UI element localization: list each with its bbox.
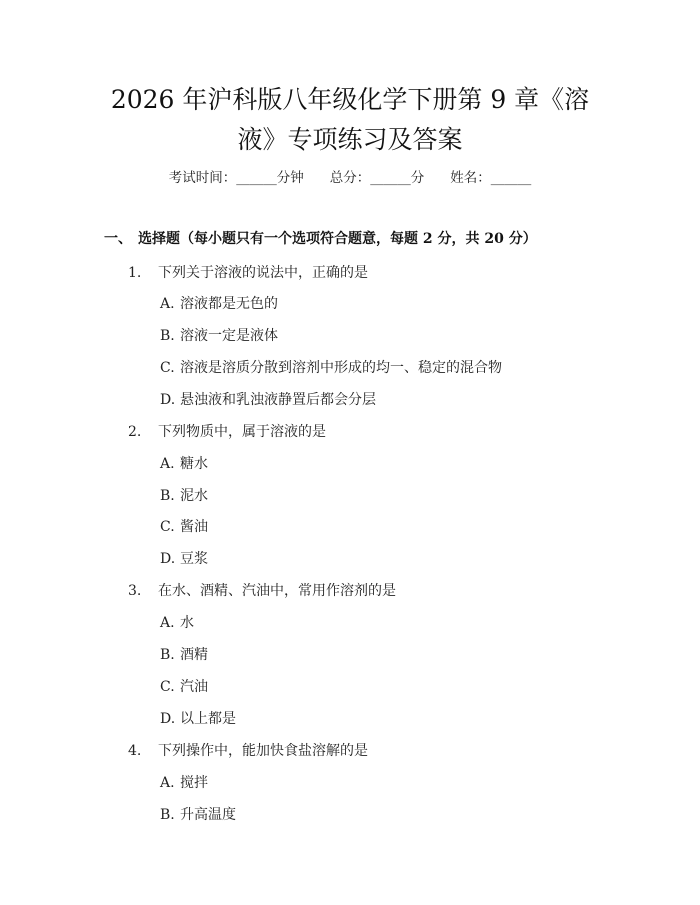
score-blank: ______: [370, 170, 411, 186]
option-1b: [160, 325, 278, 345]
question-4: [128, 740, 368, 760]
option-text: 泥水: [180, 488, 208, 504]
option-letter: B.: [160, 807, 175, 823]
option-letter: D.: [160, 392, 176, 408]
option-text: 搅拌: [180, 775, 208, 791]
option-text: 酒精: [180, 647, 208, 663]
title-line-1: 2026 年沪科版八年级化学下册第 9 章《溶: [110, 85, 590, 114]
question-2: [128, 421, 326, 441]
option-2b: [160, 485, 208, 505]
name-label: 姓名：: [450, 170, 491, 186]
option-letter: B.: [160, 328, 175, 344]
time-label: 考试时间：: [168, 170, 237, 186]
question-number: 1.: [128, 265, 142, 281]
name-blank: ______: [490, 170, 532, 186]
question-number: 4.: [128, 743, 142, 759]
option-text: 溶液是溶质分散到溶剂中形成的均一、稳定的混合物: [180, 360, 502, 376]
question-3: [128, 580, 396, 600]
score-label: 总分：: [329, 170, 371, 186]
option-text: 以上都是: [180, 711, 236, 727]
option-text: 汽油: [180, 679, 208, 695]
option-2a: [160, 453, 208, 473]
option-text: 豆浆: [180, 551, 208, 567]
question-number: 3.: [128, 583, 142, 599]
option-1d: [160, 389, 376, 409]
option-text: 酱油: [180, 519, 208, 535]
option-letter: A.: [160, 296, 175, 312]
score-unit: 分: [410, 170, 425, 186]
option-text: 悬浊液和乳浊液静置后都会分层: [180, 392, 376, 408]
option-letter: A.: [160, 775, 175, 791]
option-3d: [160, 708, 236, 728]
document-title: [60, 80, 640, 160]
question-number: 2.: [128, 424, 142, 440]
option-1c: [160, 357, 502, 377]
section-heading: [104, 228, 537, 248]
question-text: 下列操作中，能加快食盐溶解的是: [158, 743, 368, 759]
option-letter: C.: [160, 360, 175, 376]
option-letter: C.: [160, 679, 175, 695]
option-text: 溶液都是无色的: [180, 296, 278, 312]
question-text: 下列关于溶液的说法中，正确的是: [158, 265, 368, 281]
option-2c: [160, 516, 208, 536]
option-letter: B.: [160, 488, 175, 504]
time-blank: ______: [236, 170, 277, 186]
option-2d: [160, 548, 208, 568]
option-3c: [160, 676, 208, 696]
option-3a: [160, 612, 194, 632]
option-text: 升高温度: [180, 807, 236, 823]
option-letter: A.: [160, 615, 175, 631]
option-3b: [160, 644, 208, 664]
option-letter: D.: [160, 711, 176, 727]
option-letter: C.: [160, 519, 175, 535]
option-letter: B.: [160, 647, 175, 663]
question-text: 在水、酒精、汽油中，常用作溶剂的是: [158, 583, 396, 599]
option-letter: A.: [160, 456, 175, 472]
exam-info: [0, 166, 700, 186]
section-title: 选择题（每小题只有一个选项符合题意，每题 2 分，共 20 分）: [138, 231, 537, 247]
question-1: [128, 262, 368, 282]
option-letter: D.: [160, 551, 176, 567]
option-text: 糖水: [180, 456, 208, 472]
option-text: 水: [180, 615, 194, 631]
question-text: 下列物质中，属于溶液的是: [158, 424, 326, 440]
section-number: 一、: [104, 231, 132, 247]
time-unit: 分钟: [276, 170, 304, 186]
option-text: 溶液一定是液体: [180, 328, 278, 344]
title-line-2: 液》专项练习及答案: [237, 125, 463, 154]
option-4a: [160, 772, 208, 792]
option-4b: [160, 804, 236, 824]
option-1a: [160, 293, 278, 313]
